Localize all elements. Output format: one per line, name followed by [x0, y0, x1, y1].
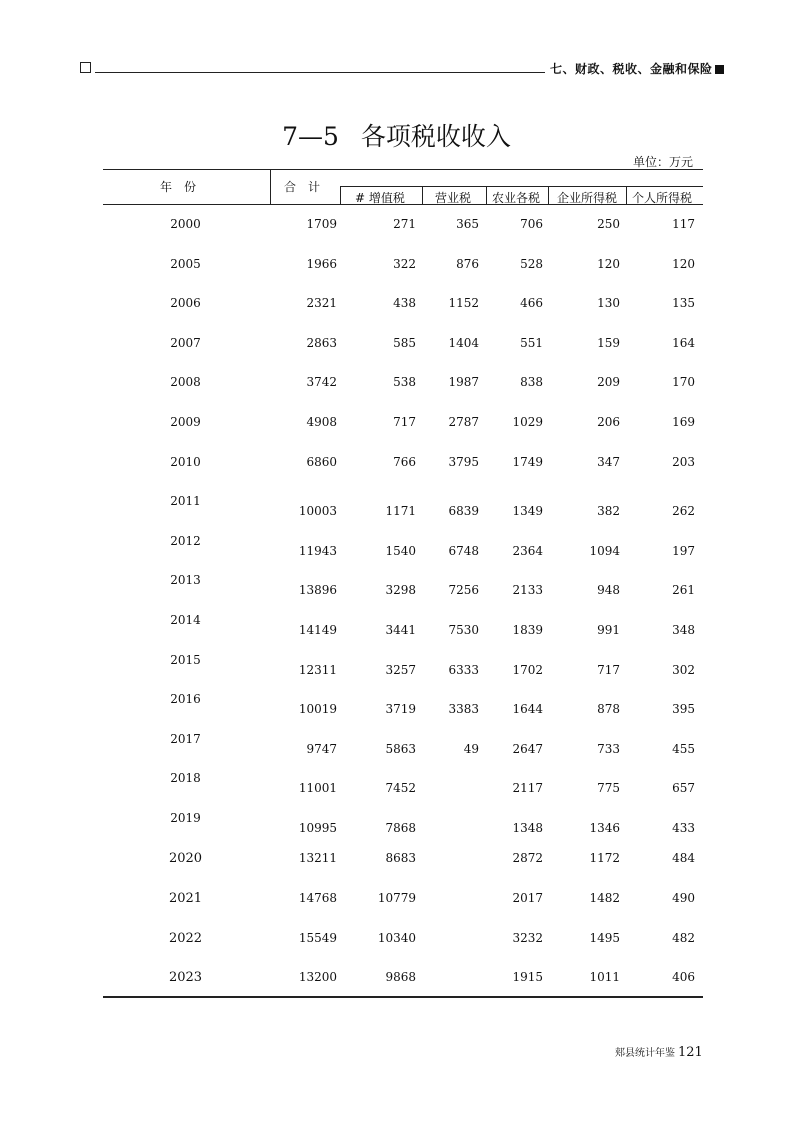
- cell-year: 2019: [170, 811, 201, 825]
- cell-year: 2008: [170, 375, 201, 389]
- table-row: [103, 375, 703, 397]
- cell-total: 11943: [298, 544, 337, 558]
- table-row: [103, 931, 703, 953]
- column-divider: [270, 170, 271, 204]
- cell-agri: 706: [520, 217, 543, 231]
- cell-agri: 551: [520, 336, 543, 350]
- table-row: [103, 653, 703, 685]
- cell-total: 1709: [306, 217, 337, 231]
- cell-personal: 262: [672, 504, 695, 518]
- cell-agri: 528: [520, 257, 543, 271]
- cell-year: 2014: [170, 613, 201, 627]
- cell-total: 6860: [306, 455, 337, 469]
- cell-personal: 490: [672, 891, 695, 905]
- cell-total: 10019: [298, 702, 337, 716]
- cell-year: 2005: [170, 257, 201, 271]
- cell-business: 7530: [448, 623, 479, 637]
- cell-vat: 10779: [377, 891, 416, 905]
- table-row: [103, 970, 703, 992]
- cell-year: 2016: [170, 692, 201, 706]
- cell-corp: 250: [597, 217, 620, 231]
- table-row: [103, 534, 703, 566]
- cell-business: 6839: [448, 504, 479, 518]
- cell-personal: 170: [672, 375, 695, 389]
- cell-business: 1152: [448, 296, 479, 310]
- table-number: 7—5: [282, 122, 339, 151]
- page-footer: [615, 1044, 703, 1060]
- cell-agri: 466: [520, 296, 543, 310]
- cell-vat: 271: [393, 217, 416, 231]
- cell-total: 10003: [298, 504, 337, 518]
- header-year: 年 份: [160, 180, 197, 194]
- cell-total: 15549: [298, 931, 337, 945]
- cell-total: 2863: [306, 336, 337, 350]
- cell-vat: 10340: [377, 931, 416, 945]
- cell-vat: 438: [393, 296, 416, 310]
- cell-year: 2011: [170, 494, 201, 508]
- cell-agri: 1348: [512, 821, 543, 835]
- cell-corp: 1482: [589, 891, 620, 905]
- cell-corp: 206: [597, 415, 620, 429]
- cell-total: 9747: [306, 742, 337, 756]
- cell-agri: 1915: [512, 970, 543, 984]
- cell-vat: 1171: [385, 504, 416, 518]
- column-divider: [626, 186, 627, 204]
- cell-year: 2021: [168, 891, 203, 906]
- table-title-text: 各项税收收入: [360, 122, 511, 151]
- cell-agri: 1349: [512, 504, 543, 518]
- cell-personal: 482: [672, 931, 695, 945]
- header-personal-tax: 个人所得税: [632, 191, 693, 205]
- table-row: [103, 217, 703, 239]
- cell-year: 2013: [170, 573, 201, 587]
- header-agri-tax: 农业各税: [492, 191, 541, 205]
- cell-personal: 657: [672, 781, 695, 795]
- cell-total: 3742: [306, 375, 337, 389]
- cell-vat: 322: [393, 257, 416, 271]
- table-title: [0, 117, 793, 153]
- cell-vat: 3298: [385, 583, 416, 597]
- cell-business: 1404: [448, 336, 479, 350]
- table-row: [103, 811, 703, 843]
- cell-personal: 120: [672, 257, 695, 271]
- cell-agri: 2647: [512, 742, 543, 756]
- table-row: [103, 455, 703, 477]
- cell-year: 2018: [170, 771, 201, 785]
- cell-year: 2017: [170, 732, 201, 746]
- cell-vat: 538: [393, 375, 416, 389]
- cell-year: 2007: [170, 336, 201, 350]
- cell-year: 2020: [168, 851, 203, 866]
- cell-personal: 164: [672, 336, 695, 350]
- cell-business: 1987: [448, 375, 479, 389]
- cell-year: 2022: [168, 931, 203, 946]
- table-top-rule: [103, 169, 703, 170]
- cell-personal: 197: [672, 544, 695, 558]
- cell-personal: 135: [672, 296, 695, 310]
- table-row: [103, 851, 703, 873]
- cell-corp: 1172: [589, 851, 620, 865]
- chapter-title-text: 七、财政、税收、金融和保险: [550, 62, 713, 76]
- table-row: [103, 494, 703, 526]
- cell-year: 2023: [168, 970, 203, 985]
- cell-vat: 766: [393, 455, 416, 469]
- cell-corp: 717: [597, 663, 620, 677]
- page-number: 121: [678, 1045, 703, 1060]
- cell-vat: 8683: [385, 851, 416, 865]
- cell-total: 12311: [298, 663, 337, 677]
- header-total: 合 计: [284, 180, 321, 194]
- cell-vat: 3441: [385, 623, 416, 637]
- cell-corp: 991: [597, 623, 620, 637]
- header-checkbox-mark: [80, 62, 91, 73]
- cell-year: 2009: [170, 415, 201, 429]
- cell-corp: 775: [597, 781, 620, 795]
- cell-vat: 3719: [385, 702, 416, 716]
- cell-corp: 1011: [589, 970, 620, 984]
- cell-total: 14149: [298, 623, 337, 637]
- cell-corp: 1094: [589, 544, 620, 558]
- cell-total: 2321: [306, 296, 337, 310]
- cell-agri: 838: [520, 375, 543, 389]
- header-business-tax: 营业税: [435, 191, 472, 205]
- table-row: [103, 732, 703, 764]
- cell-personal: 433: [672, 821, 695, 835]
- cell-year: 2012: [170, 534, 201, 548]
- cell-business: 3383: [448, 702, 479, 716]
- cell-vat: 5863: [385, 742, 416, 756]
- cell-agri: 1702: [512, 663, 543, 677]
- cell-personal: 406: [672, 970, 695, 984]
- cell-agri: 2872: [512, 851, 543, 865]
- cell-business: 3795: [448, 455, 479, 469]
- cell-agri: 3232: [512, 931, 543, 945]
- cell-total: 14768: [298, 891, 337, 905]
- cell-corp: 209: [597, 375, 620, 389]
- cell-vat: 7452: [385, 781, 416, 795]
- cell-vat: 9868: [385, 970, 416, 984]
- cell-personal: 203: [672, 455, 695, 469]
- cell-corp: 159: [597, 336, 620, 350]
- table-row: [103, 771, 703, 803]
- cell-agri: 2364: [512, 544, 543, 558]
- cell-agri: 2017: [512, 891, 543, 905]
- header-rule: [95, 72, 545, 73]
- cell-corp: 130: [597, 296, 620, 310]
- table-row: [103, 613, 703, 645]
- cell-total: 13211: [298, 851, 337, 865]
- cell-total: 1966: [306, 257, 337, 271]
- table-bottom-rule: [103, 996, 703, 998]
- table-row: [103, 296, 703, 318]
- subheader-rule: [340, 186, 703, 187]
- unit-label: 单位：万元: [632, 155, 693, 169]
- column-divider: [486, 186, 487, 204]
- cell-total: 13200: [298, 970, 337, 984]
- cell-business: 7256: [448, 583, 479, 597]
- table-row: [103, 692, 703, 724]
- cell-agri: 1029: [512, 415, 543, 429]
- table-row: [103, 891, 703, 913]
- cell-corp: 948: [597, 583, 620, 597]
- cell-personal: 169: [672, 415, 695, 429]
- cell-personal: 261: [672, 583, 695, 597]
- cell-agri: 1749: [512, 455, 543, 469]
- cell-vat: 1540: [385, 544, 416, 558]
- column-divider: [422, 186, 423, 204]
- column-divider: [340, 186, 341, 204]
- cell-agri: 1644: [512, 702, 543, 716]
- cell-total: 10995: [298, 821, 337, 835]
- table-row: [103, 573, 703, 605]
- cell-vat: 585: [393, 336, 416, 350]
- black-square-icon: [715, 65, 724, 74]
- cell-corp: 120: [597, 257, 620, 271]
- cell-business: 49: [463, 742, 479, 756]
- cell-year: 2015: [170, 653, 201, 667]
- cell-business: 6748: [448, 544, 479, 558]
- cell-personal: 395: [672, 702, 695, 716]
- cell-agri: 2133: [512, 583, 543, 597]
- cell-agri: 1839: [512, 623, 543, 637]
- cell-business: 2787: [448, 415, 479, 429]
- cell-corp: 878: [597, 702, 620, 716]
- chapter-title: [550, 60, 724, 77]
- cell-corp: 347: [597, 455, 620, 469]
- cell-personal: 302: [672, 663, 695, 677]
- cell-corp: 1346: [589, 821, 620, 835]
- cell-business: 6333: [448, 663, 479, 677]
- cell-agri: 2117: [512, 781, 543, 795]
- cell-vat: 717: [393, 415, 416, 429]
- cell-vat: 3257: [385, 663, 416, 677]
- header-vat: # 增值税: [355, 191, 405, 205]
- column-divider: [548, 186, 549, 204]
- cell-total: 4908: [306, 415, 337, 429]
- cell-personal: 117: [672, 217, 695, 231]
- book-title: 郏县统计年鉴: [615, 1048, 675, 1059]
- table-row: [103, 257, 703, 279]
- header-corporate-tax: 企业所得税: [557, 191, 618, 205]
- cell-total: 11001: [298, 781, 337, 795]
- cell-personal: 348: [672, 623, 695, 637]
- cell-corp: 733: [597, 742, 620, 756]
- cell-business: 365: [456, 217, 479, 231]
- cell-personal: 484: [672, 851, 695, 865]
- cell-total: 13896: [298, 583, 337, 597]
- cell-vat: 7868: [385, 821, 416, 835]
- cell-business: 876: [456, 257, 479, 271]
- cell-year: 2010: [170, 455, 201, 469]
- cell-personal: 455: [672, 742, 695, 756]
- cell-corp: 1495: [589, 931, 620, 945]
- cell-corp: 382: [597, 504, 620, 518]
- table-row: [103, 415, 703, 437]
- cell-year: 2006: [170, 296, 201, 310]
- table-row: [103, 336, 703, 358]
- cell-year: 2000: [170, 217, 201, 231]
